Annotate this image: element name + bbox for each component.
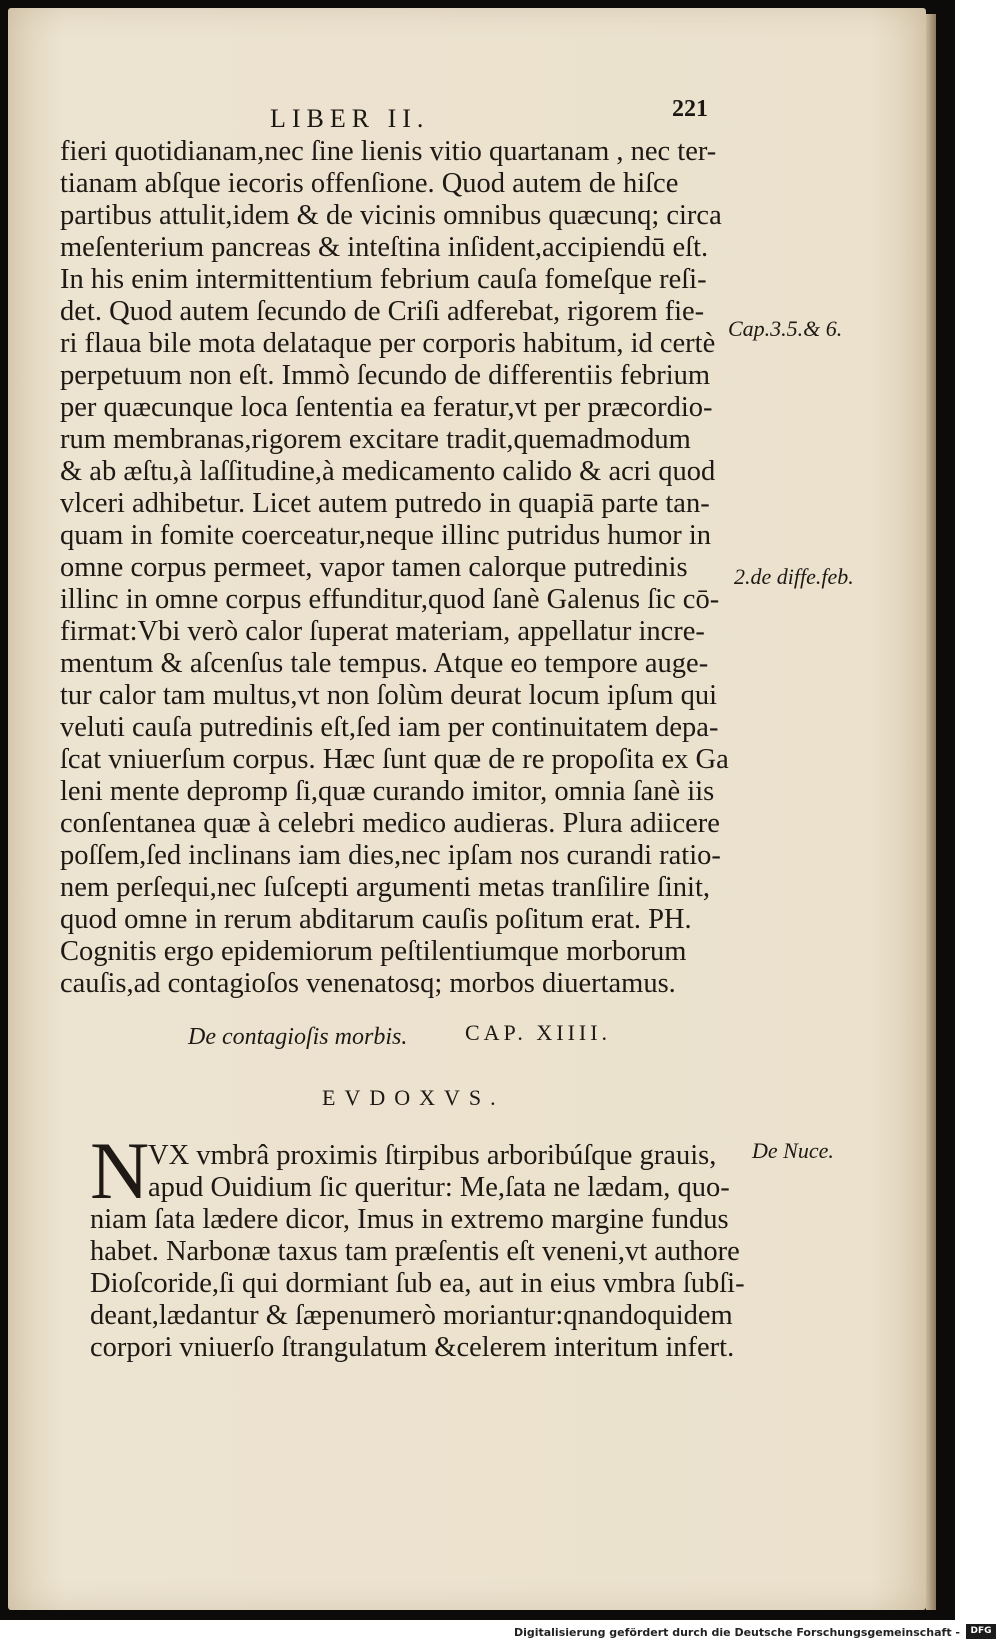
text-line: conſentanea quæ à celebri medico audieras. Plura adiicere [60, 808, 720, 839]
text-line: VX vmbrâ proximis ſtirpibus arboribúſque grauis, [148, 1140, 717, 1171]
text-line: In his enim intermittentium febrium cauſa fomeſque reſi- [60, 264, 707, 295]
text-line: mentum & aſcenſus tale tempus. Atque eo tempore auge- [60, 648, 709, 679]
text-line: quod omne in rerum abditarum cauſis poſitum erat. PH. [60, 904, 692, 935]
text-line: nem perſequi,nec ſuſcepti argumenti metas tranſilire ſinit, [60, 872, 711, 903]
text-line: ſcat vniuerſum corpus. Hæc ſunt quæ de re propoſita ex Ga [60, 744, 729, 775]
text-line: partibus attulit,idem & de vicinis omnibus quæcunq; circa [60, 200, 722, 231]
text-line: perpetuum non eſt. Immò ſecundo de differentiis febrium [60, 360, 711, 391]
text-line: cauſis,ad contagioſos venenatosq; morbos diuertamus. [60, 968, 676, 999]
text-line: fieri quotidianam,nec ſine lienis vitio quartanam , nec ter- [60, 136, 717, 167]
text-line: quam in fomite coerceatur,neque illinc putridus humor in [60, 520, 712, 551]
text-line: poſſem,ſed inclinans iam dies,nec ipſam nos curandi ratio- [60, 840, 721, 871]
text-line: per quæcunque loca ſententia ea feratur,vt per præcordio- [60, 392, 713, 423]
text-line: omne corpus permeet, vapor tamen calorque putredinis [60, 552, 688, 583]
margin-note: 2.de diffe.feb. [734, 564, 854, 589]
text-line: niam ſata lædere dicor, Imus in extremo margine fundus [90, 1204, 729, 1235]
text-line: veluti cauſa putredinis eſt,ſed iam per continuitatem depa- [60, 712, 719, 743]
text-line: deant,lædantur & ſæpenumerò moriantur:qnandoquidem [90, 1300, 733, 1331]
text-line: vlceri adhibetur. Licet autem putredo in quapiā parte tan- [60, 488, 710, 519]
speaker-name: EVDOXVS. [322, 1085, 505, 1110]
text-line: & ab æſtu,à laſſitudine,à medicamento calido & acri quod [60, 456, 716, 487]
text-line: apud Ouidium ſic queritur: Me,ſata ne lædam, quo- [148, 1172, 730, 1203]
text-line: habet. Narbonæ taxus tam præſentis eſt veneni,vt authore [90, 1236, 740, 1267]
text-line: Cognitis ergo epidemiorum peſtilentiumque morborum [60, 936, 687, 967]
margin-note: Cap.3.5.& 6. [728, 316, 843, 341]
chapter-title: De contagioſis morbis. [188, 1024, 408, 1050]
text-line: Dioſcoride,ſi qui dormiant ſub ea, aut in eius vmbra ſubſi- [90, 1268, 745, 1299]
text-line: tur calor tam multus,vt non ſolùm deurat locum ipſum qui [60, 680, 717, 711]
margin-note: De Nuce. [752, 1138, 834, 1163]
dfg-logo: DFG [966, 1624, 996, 1639]
page-number: 221 [672, 96, 708, 122]
text-line: ri flaua bile mota delataque per corporis habitum, id certè [60, 328, 716, 359]
text-line: illinc in omne corpus effunditur,quod ſanè Galenus ſic cō- [60, 584, 720, 615]
text-line: leni mente depromp ſi,quæ curando imitor, omnia ſanè iis [60, 776, 715, 807]
page-edge [926, 14, 936, 1610]
text-line: det. Quod autem ſecundo de Criſi adferebat, rigorem fie- [60, 296, 705, 327]
text-line: meſenterium pancreas & inteſtina inſident,accipiendū eſt. [60, 232, 709, 263]
running-head: LIBER II. [270, 104, 430, 133]
text-line: tianam abſque iecoris offenſione. Quod autem de hiſce [60, 168, 679, 199]
funding-credit: Digitalisierung gefördert durch die Deutsche Forschungsgemeinschaft - [513, 1626, 960, 1639]
text-line: corpori vniuerſo ſtrangulatum &celerem interitum infert. [90, 1332, 735, 1363]
chapter-number: CAP. XIIII. [465, 1020, 612, 1045]
drop-cap: N [90, 1125, 150, 1216]
text-line: firmat:Vbi verò calor ſuperat materiam, appellatur incre- [60, 616, 705, 647]
text-line: rum membranas,rigorem excitare tradit,quemadmodum [60, 424, 691, 455]
